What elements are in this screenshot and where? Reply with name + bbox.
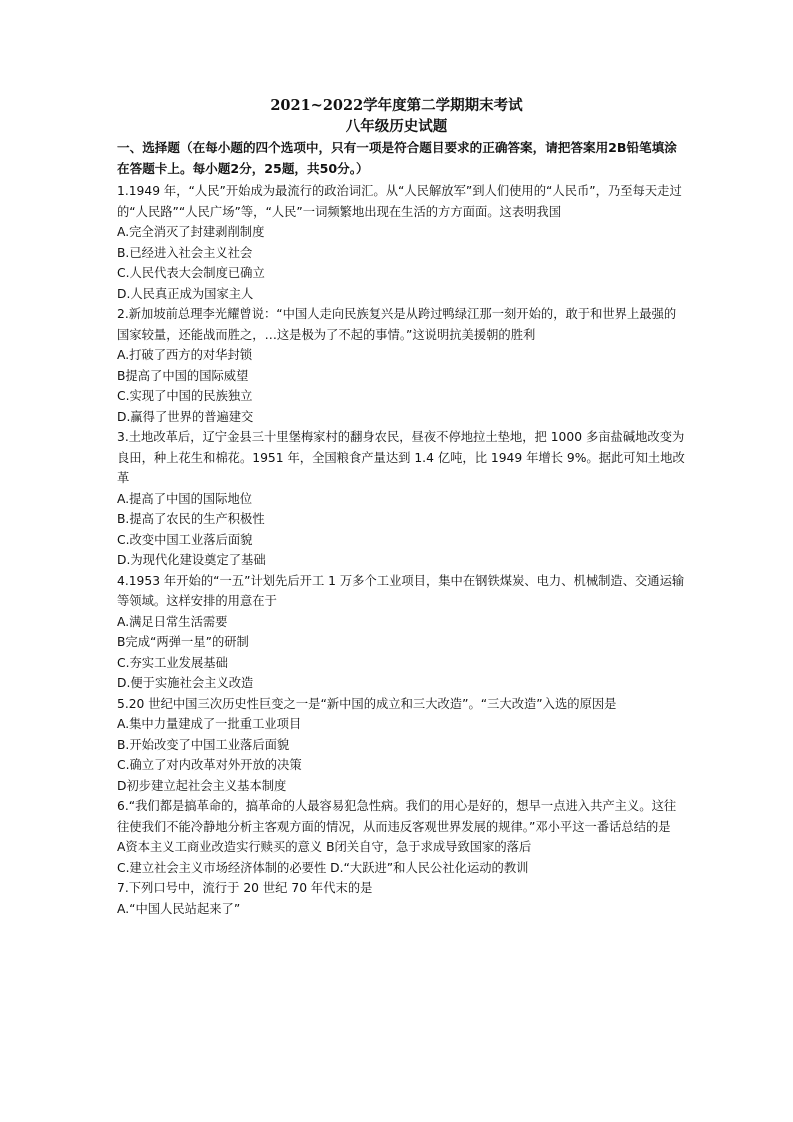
question-7 [117, 878, 687, 919]
question-1 [117, 181, 687, 304]
option-d: D.人民真正成为国家主人 [117, 286, 254, 301]
option-c: C.夯实工业发展基础 [117, 655, 228, 670]
option-d: D.便于实施社会主义改造 [117, 676, 254, 690]
option-b: B完成“两弹一星”的研制 [117, 635, 249, 649]
exam-content [117, 137, 687, 919]
option-c: C.确立了对内改革对外开放的决策 [117, 758, 302, 772]
question-stem: 4.1953 年开始的“一五”计划先后开工 1 万多个工业项目，集中在钢铁煤炭、电力、机械制造、交通运输等领域。这样安排的用意在于 [117, 573, 685, 608]
option-a: A.集中力量建成了一批重工业项目 [117, 717, 302, 731]
option-a: A.完全消灭了封建剥削制度 [117, 225, 265, 239]
option-b: B.已经进入社会主义社会 [117, 245, 253, 260]
option-line-cd: C.建立社会主义市场经济体制的必要性 D.“大跃进”和人民公社化运动的教训 [117, 860, 529, 875]
question-5 [117, 694, 687, 797]
option-b: B.提高了农民的生产积极性 [117, 512, 265, 526]
section-heading: 一、选择题（在每小题的四个选项中，只有一项是符合题目要求的正确答案，请把答案用2B铅笔填涂在答题卡上。每小题2分，25题，共50分。） [117, 140, 677, 176]
option-d: D初步建立起社会主义基本制度 [117, 778, 287, 793]
question-stem: 7.下列口号中，流行于 20 世纪 70 年代末的是 [117, 881, 373, 895]
option-a: A.“中国人民站起来了” [117, 901, 241, 916]
option-line-ab: A资本主义工商业改造实行赎买的意义 B闭关自守，急于求成导致国家的落后 [117, 840, 532, 854]
question-4 [117, 571, 687, 694]
option-b: B.开始改变了中国工业落后面貌 [117, 737, 290, 752]
option-a: A.打破了西方的对华封锁 [117, 348, 253, 362]
question-stem: 6.“我们都是搞革命的，搞革命的人最容易犯急性病。我们的用心是好的，想早一点进入共产主义。这往往使我们不能冷静地分析主客观方面的情况，从而违反客观世界发展的规律。”邓小平这一番话总结的是 [117, 799, 677, 834]
option-b: B提高了中国的国际威望 [117, 368, 249, 383]
question-2 [117, 304, 687, 427]
exam-header [0, 95, 793, 137]
exam-title: 2021~2022学年度第二学期期末考试 [270, 97, 523, 114]
option-d: D.赢得了世界的普遍建交 [117, 409, 254, 424]
option-c: C.实现了中国的民族独立 [117, 389, 253, 403]
option-a: A.满足日常生活需要 [117, 614, 228, 629]
question-stem: 2.新加坡前总理李光耀曾说：“中国人走向民族复兴是从跨过鸭绿江那一刻开始的，敢于和世界上最强的国家较量，还能战而胜之，…这是极为了不起的事情。”这说明抗美援朝的胜利 [117, 307, 677, 342]
question-stem: 1.1949 年，“人民”开始成为最流行的政治词汇。从“人民解放军”到人们使用的“人民币”，乃至每天走过的“人民路”“人民广场”等，“人民”一词频繁地出现在生活的方方面面。这表明我国 [117, 184, 682, 219]
question-6 [117, 796, 687, 878]
exam-subtitle: 八年级历史试题 [345, 118, 448, 135]
question-stem: 3.土地改革后，辽宁金县三十里堡梅家村的翻身农民，昼夜不停地拉土垫地，把 1000 多亩盐碱地改变为良田，种上花生和棉花。1951 年，全国粮食产量达到 1.4 亿吨，比 1949 年增长 9%。据此可知土地改革 [117, 430, 685, 485]
option-a: A.提高了中国的国际地位 [117, 491, 253, 506]
question-stem: 5.20 世纪中国三次历史性巨变之一是“新中国的成立和三大改造”。“三大改造”入选的原因是 [117, 696, 617, 711]
option-d: D.为现代化建设奠定了基础 [117, 553, 266, 567]
question-3 [117, 427, 687, 571]
option-c: C.改变中国工业落后面貌 [117, 532, 253, 547]
option-c: C.人民代表大会制度已确立 [117, 266, 265, 280]
